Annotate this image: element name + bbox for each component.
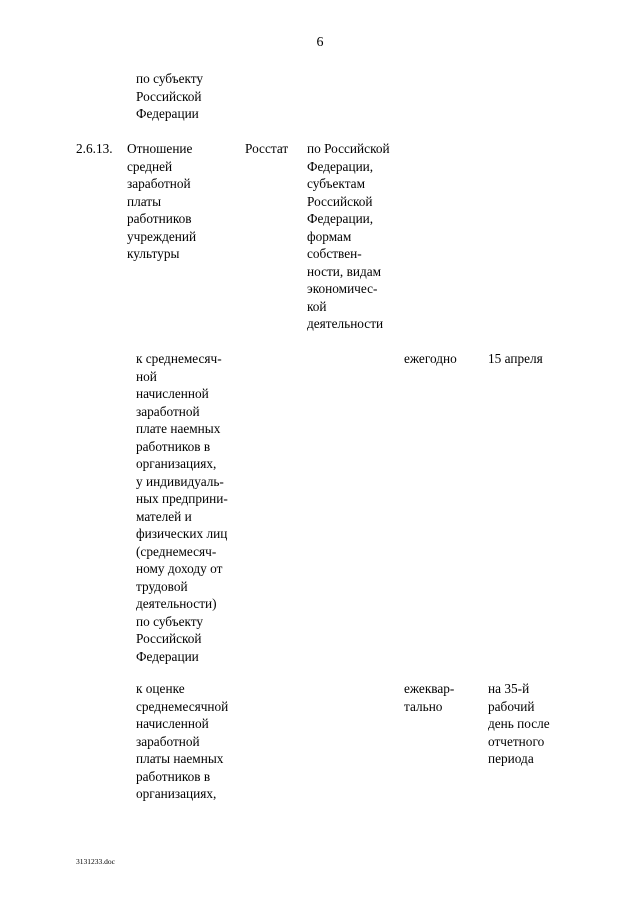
top-continuation-text: по субъекту Российской Федерации — [136, 71, 204, 121]
frequency: ежеквар- тально — [404, 681, 455, 714]
breakdown-level: по Российской Федерации, субъектам Российской Федерации, формам собствен- ности, видам экономичес- кой деятельности — [307, 141, 390, 331]
deadline: 15 апреля — [488, 351, 543, 366]
deadline: на 35-й рабочий день после отчетного периода — [488, 681, 550, 766]
responsible-agency: Росстат — [245, 141, 289, 156]
indicator-name: Отношение средней заработной платы работников учреждений культуры — [127, 141, 197, 261]
page-number: 6 — [316, 35, 324, 50]
sub-indicator-name: к оценке среднемесячной начисленной заработной платы наемных работников в организациях, — [136, 681, 229, 801]
frequency: ежегодно — [404, 351, 457, 366]
row-number: 2.6.13. — [76, 141, 113, 156]
document-filename: 3131233.doc — [76, 857, 115, 866]
sub-indicator-name: к среднемесяч- ной начисленной заработной плате наемных работников в организациях, у индивидуаль- ных предприни- мателей и физических лиц (среднемесяч- ному доходу от трудовой деятельности) по субъекту Российской Федерации — [136, 351, 228, 664]
